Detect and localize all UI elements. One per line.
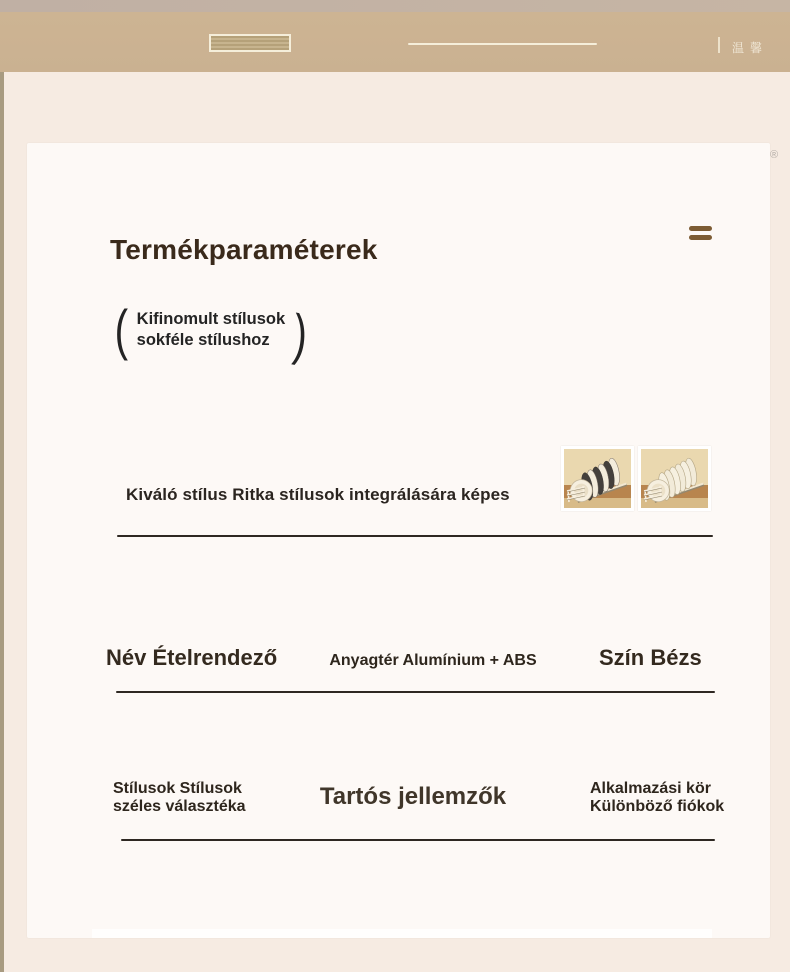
header-divider-line xyxy=(408,43,597,45)
spec-styles-line2: széles választéka xyxy=(113,797,246,815)
feature-statement: Kiváló stílus Ritka stílusok integrálására képes xyxy=(126,485,510,504)
header-vertical-separator xyxy=(718,37,720,53)
spec-color: Szín Bézs xyxy=(599,645,702,670)
divider-rule-1 xyxy=(117,535,713,537)
spec-material: Anyagtér Alumínium + ABS xyxy=(329,652,537,669)
close-paren-decoration: ) xyxy=(291,302,310,367)
spec-styles xyxy=(113,780,246,815)
top-strip xyxy=(0,0,790,12)
tagline-text xyxy=(137,309,286,351)
tagline-line1: Kifinomult stílusok xyxy=(136,310,286,328)
spec-scope-line1: Alkalmazási kör xyxy=(590,780,711,797)
thumbnail-dark-plates-rack[interactable] xyxy=(561,446,634,511)
header-logo-box[interactable] xyxy=(209,34,291,52)
thumbnail-strip xyxy=(561,446,711,511)
spec-scope-line2: Különböző fiókok xyxy=(590,797,725,815)
page-title: Termékparaméterek xyxy=(110,234,378,265)
spec-durable: Tartós jellemzők xyxy=(319,783,507,810)
tagline xyxy=(112,295,310,365)
dark-plates-rack-image xyxy=(564,449,631,508)
open-paren-decoration: ( xyxy=(114,298,129,361)
spec-styles-line1: Stílusok Stílusok xyxy=(113,780,242,797)
divider-rule-3 xyxy=(121,839,715,841)
equals-bar-bottom xyxy=(689,235,712,240)
registered-trademark-icon: ® xyxy=(770,149,779,161)
product-parameters-card xyxy=(27,143,770,938)
header-cjk-label[interactable]: 温馨 xyxy=(732,41,769,55)
card-bottom-highlight xyxy=(92,929,712,938)
divider-rule-2 xyxy=(116,691,715,693)
equals-bar-top xyxy=(689,226,712,231)
spec-name: Név Ételrendező xyxy=(106,645,278,670)
header-bar xyxy=(0,12,790,72)
tagline-line2: sokféle stílushoz xyxy=(136,331,270,349)
spec-application-scope xyxy=(590,780,724,815)
menu-equals-icon[interactable] xyxy=(689,226,712,244)
light-plates-rack-image xyxy=(641,449,708,508)
page-left-edge xyxy=(0,72,4,972)
thumbnail-light-plates-rack[interactable] xyxy=(638,446,711,511)
